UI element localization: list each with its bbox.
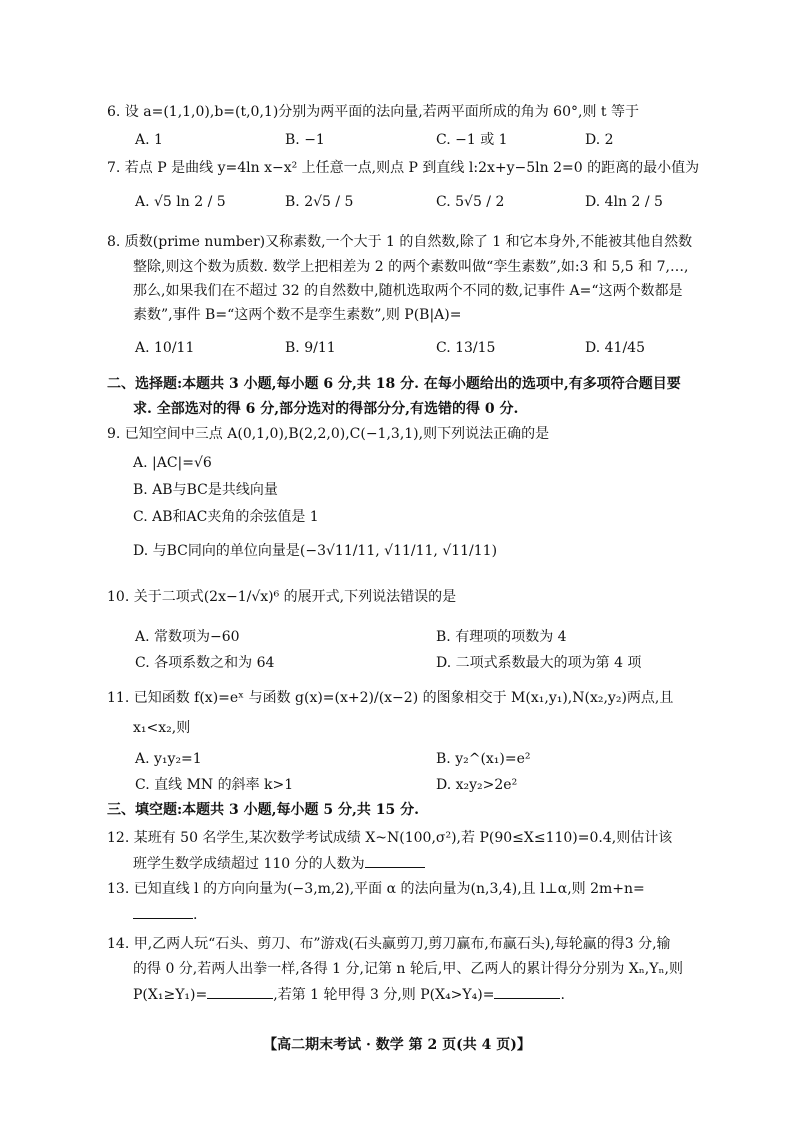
q6-option-d: D. 2 xyxy=(585,132,614,148)
q10-option-a: A. 常数项为−60 xyxy=(135,629,240,645)
q6-option-a: A. 1 xyxy=(135,132,163,148)
q8-option-c: C. 13/15 xyxy=(436,340,496,356)
q8-line-4: 素数”,事件 B=“这两个数不是孪生素数”,则 P(B|A)= xyxy=(133,307,462,323)
section-fill-blank: 三、填空题:本题共 3 小题,每小题 5 分,共 15 分. xyxy=(107,802,419,818)
section-multi-choice-line1: 二、选择题:本题共 3 小题,每小题 6 分,共 18 分. 在每小题给出的选项中,有多项符合题目要 xyxy=(107,376,681,392)
q11-option-c: C. 直线 MN 的斜率 k>1 xyxy=(135,777,294,793)
q10-option-c: C. 各项系数之和为 64 xyxy=(135,655,275,671)
q8-option-b: B. 9/11 xyxy=(285,340,336,356)
q12-answer-blank xyxy=(365,853,425,868)
q6-option-c: C. −1 或 1 xyxy=(436,132,508,148)
q14-line-3-text-b: ,若第 1 轮甲得 3 分,则 P(X₄>Y₄)= xyxy=(273,987,495,1003)
q11-option-b: B. y₂^(x₁)=e² xyxy=(436,751,531,767)
q11-stem: 11. 已知函数 f(x)=eˣ 与函数 g(x)=(x+2)/(x−2) 的图象相交于 M(x₁,y₁),N(x₂,y₂)两点,且 xyxy=(107,690,674,706)
q6-stem: 6. 设 a=(1,1,0),b=(t,0,1)分别为两平面的法向量,若两平面所成的角为 60°,则 t 等于 xyxy=(107,104,639,120)
section-multi-choice-line2: 求. 全部选对的得 6 分,部分选对的得部分分,有选错的得 0 分. xyxy=(133,401,519,417)
q9-stem: 9. 已知空间中三点 A(0,1,0),B(2,2,0),C(−1,3,1),则下列说法正确的是 xyxy=(107,426,550,442)
q10-option-b: B. 有理项的项数为 4 xyxy=(436,629,567,645)
q9-option-b: B. AB与BC是共线向量 xyxy=(133,482,278,498)
q7-option-c: C. 5√5 / 2 xyxy=(436,194,505,210)
q11-option-a: A. y₁y₂=1 xyxy=(135,751,202,767)
q13-line-2: . xyxy=(133,904,197,925)
page-footer: 【高二期末考试 · 数学 第 2 页(共 4 页)】 xyxy=(263,1037,531,1053)
q7-option-b: B. 2√5 / 5 xyxy=(285,194,354,210)
q8-line-2: 整除,则这个数为质数. 数学上把相差为 2 的两个素数叫做“孪生素数”,如:3 和 5,5 和 7,…, xyxy=(133,259,689,275)
q12-line-1: 12. 某班有 50 名学生,某次数学考试成绩 X~N(100,σ²),若 P(90≤X≤110)=0.4,则估计该 xyxy=(107,830,673,846)
q14-answer-blank-1 xyxy=(207,984,273,999)
q10-option-d: D. 二项式系数最大的项为第 4 项 xyxy=(436,655,642,671)
q13-line-1: 13. 已知直线 l 的方向向量为(−3,m,2),平面 α 的法向量为(n,3,4),且 l⊥α,则 2m+n= xyxy=(107,881,645,897)
q7-option-d: D. 4ln 2 / 5 xyxy=(585,194,663,210)
q8-option-d: D. 41/45 xyxy=(585,340,645,356)
q12-line-2-text: 班学生数学成绩超过 110 分的人数为 xyxy=(133,856,365,872)
q8-line-1: 8. 质数(prime number)又称素数,一个大于 1 的自然数,除了 1 和它本身外,不能被其他自然数 xyxy=(107,234,693,250)
q14-line-2: 的得 0 分,若两人出拳一样,各得 1 分,记第 n 轮后,甲、乙两人的累计得分分别为 Xₙ,Yₙ,则 xyxy=(133,961,684,977)
q14-line-3: P(X₁≥Y₁)= ,若第 1 轮甲得 3 分,则 P(X₄>Y₄)= . xyxy=(133,984,565,1005)
q7-option-a: A. √5 ln 2 / 5 xyxy=(135,194,226,210)
q9-option-c: C. AB和AC夹角的余弦值是 1 xyxy=(133,509,319,525)
q12-line-2 xyxy=(133,853,425,874)
q7-stem: 7. 若点 P 是曲线 y=4ln x−x² 上任意一点,则点 P 到直线 l:2x+y−5ln 2=0 的距离的最小值为 xyxy=(107,160,700,176)
q10-stem: 10. 关于二项式(2x−1/√x)⁶ 的展开式,下列说法错误的是 xyxy=(107,589,457,605)
q9-option-a: A. |AC|=√6 xyxy=(133,455,212,471)
q6-option-b: B. −1 xyxy=(285,132,325,148)
q14-line-3-text-a: P(X₁≥Y₁)= xyxy=(133,987,208,1003)
q9-option-d: D. 与BC同向的单位向量是(−3√11/11, √11/11, √11/11) xyxy=(133,543,498,559)
q14-line-1: 14. 甲,乙两人玩“石头、剪刀、布”游戏(石头赢剪刀,剪刀赢布,布赢石头),每轮赢的得3 分,输 xyxy=(107,936,671,952)
q11-option-d: D. x₂y₂>2e² xyxy=(436,777,518,793)
q13-answer-blank xyxy=(133,904,193,919)
q8-line-3: 那么,如果我们在不超过 32 的自然数中,随机选取两个不同的数,记事件 A=“这两个数都是 xyxy=(133,283,683,299)
q14-answer-blank-2 xyxy=(494,984,560,999)
q8-option-a: A. 10/11 xyxy=(135,340,195,356)
q11-stem-2: x₁<x₂,则 xyxy=(133,720,191,736)
